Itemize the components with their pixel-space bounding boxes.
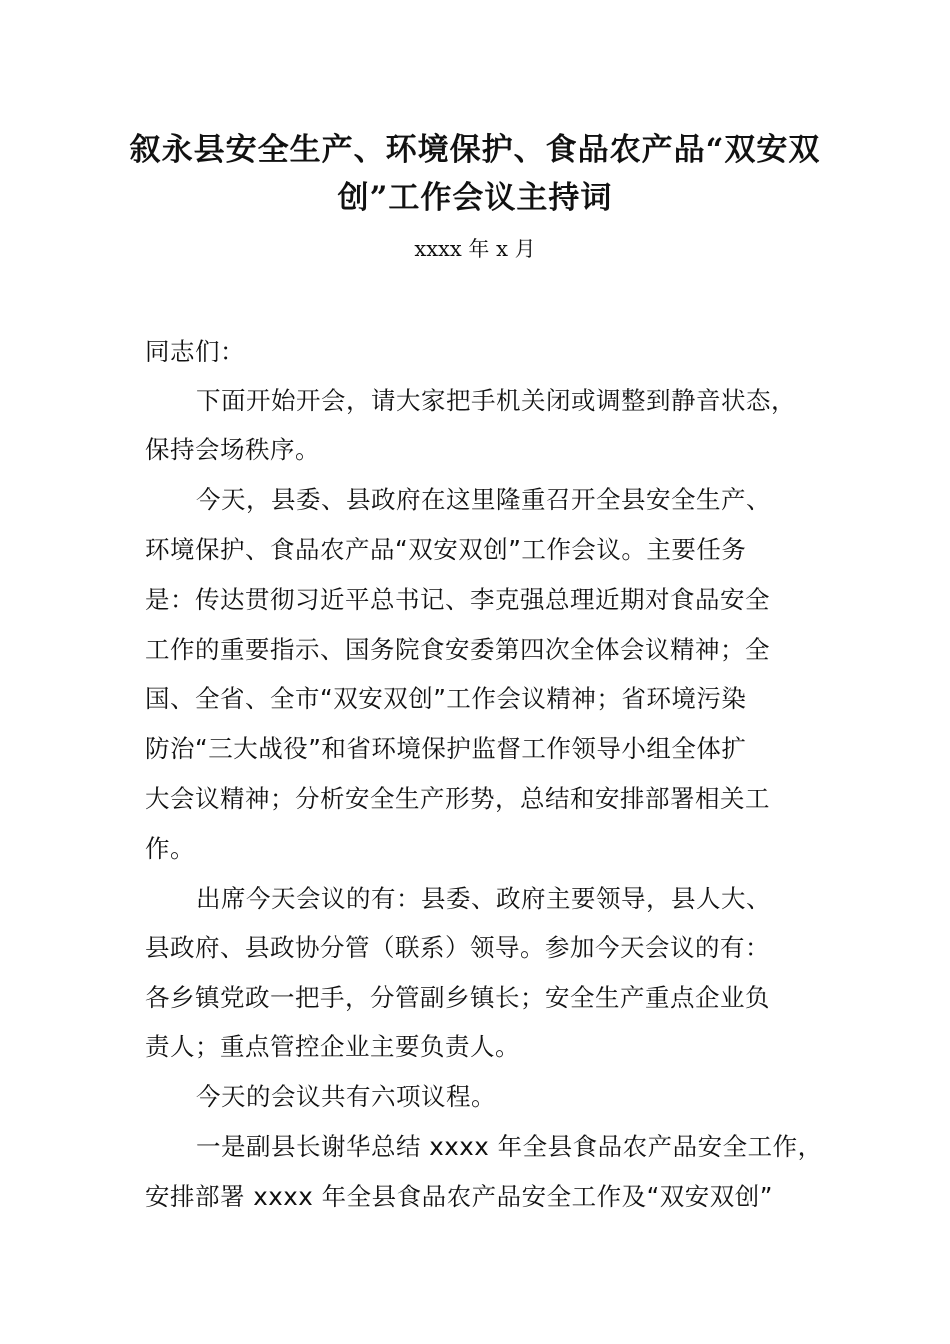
- paragraph-line: 出席今天会议的有：县委、政府主要领导，县人大、: [196, 884, 771, 913]
- paragraph-line: 下面开始开会，请大家把手机关闭或调整到静音状态，: [196, 386, 796, 415]
- paragraph-line: 责人；重点管控企业主要负责人。: [145, 1032, 520, 1061]
- document-title-line-1: 叙永县安全生产、环境保护、食品农产品“双安双: [129, 132, 821, 168]
- paragraph-line: 环境保护、食品农产品“双安双创”工作会议。主要任务: [145, 535, 747, 564]
- paragraph-line: 工作的重要指示、国务院食安委第四次全体会议精神；全: [145, 635, 770, 664]
- salutation: 同志们：: [145, 337, 245, 366]
- paragraph-line: 县政府、县政协分管（联系）领导。参加今天会议的有：: [145, 933, 770, 962]
- document-title-line-2: 创”工作会议主持词: [337, 180, 613, 216]
- paragraph-line: 安排部署 xxxx 年全县食品农产品安全工作及“双安双创”: [145, 1182, 773, 1211]
- paragraph-line: 大会议精神；分析安全生产形势，总结和安排部署相关工: [145, 784, 770, 813]
- paragraph-line: 国、全省、全市“双安双创”工作会议精神；省环境污染: [145, 684, 747, 713]
- paragraph-line: 一是副县长谢华总结 xxxx 年全县食品农产品安全工作，: [196, 1132, 823, 1161]
- paragraph-line: 各乡镇党政一把手，分管副乡镇长；安全生产重点企业负: [145, 983, 770, 1012]
- paragraph-line: 今天的会议共有六项议程。: [196, 1082, 496, 1111]
- document-date: xxxx 年 x 月: [414, 237, 536, 261]
- paragraph-line: 防治“三大战役”和省环境保护监督工作领导小组全体扩: [145, 734, 747, 763]
- paragraph-line: 今天，县委、县政府在这里隆重召开全县安全生产、: [196, 485, 771, 514]
- paragraph-line: 是：传达贯彻习近平总书记、李克强总理近期对食品安全: [145, 585, 770, 614]
- paragraph-line: 保持会场秩序。: [145, 435, 320, 464]
- paragraph-line: 作。: [145, 834, 195, 863]
